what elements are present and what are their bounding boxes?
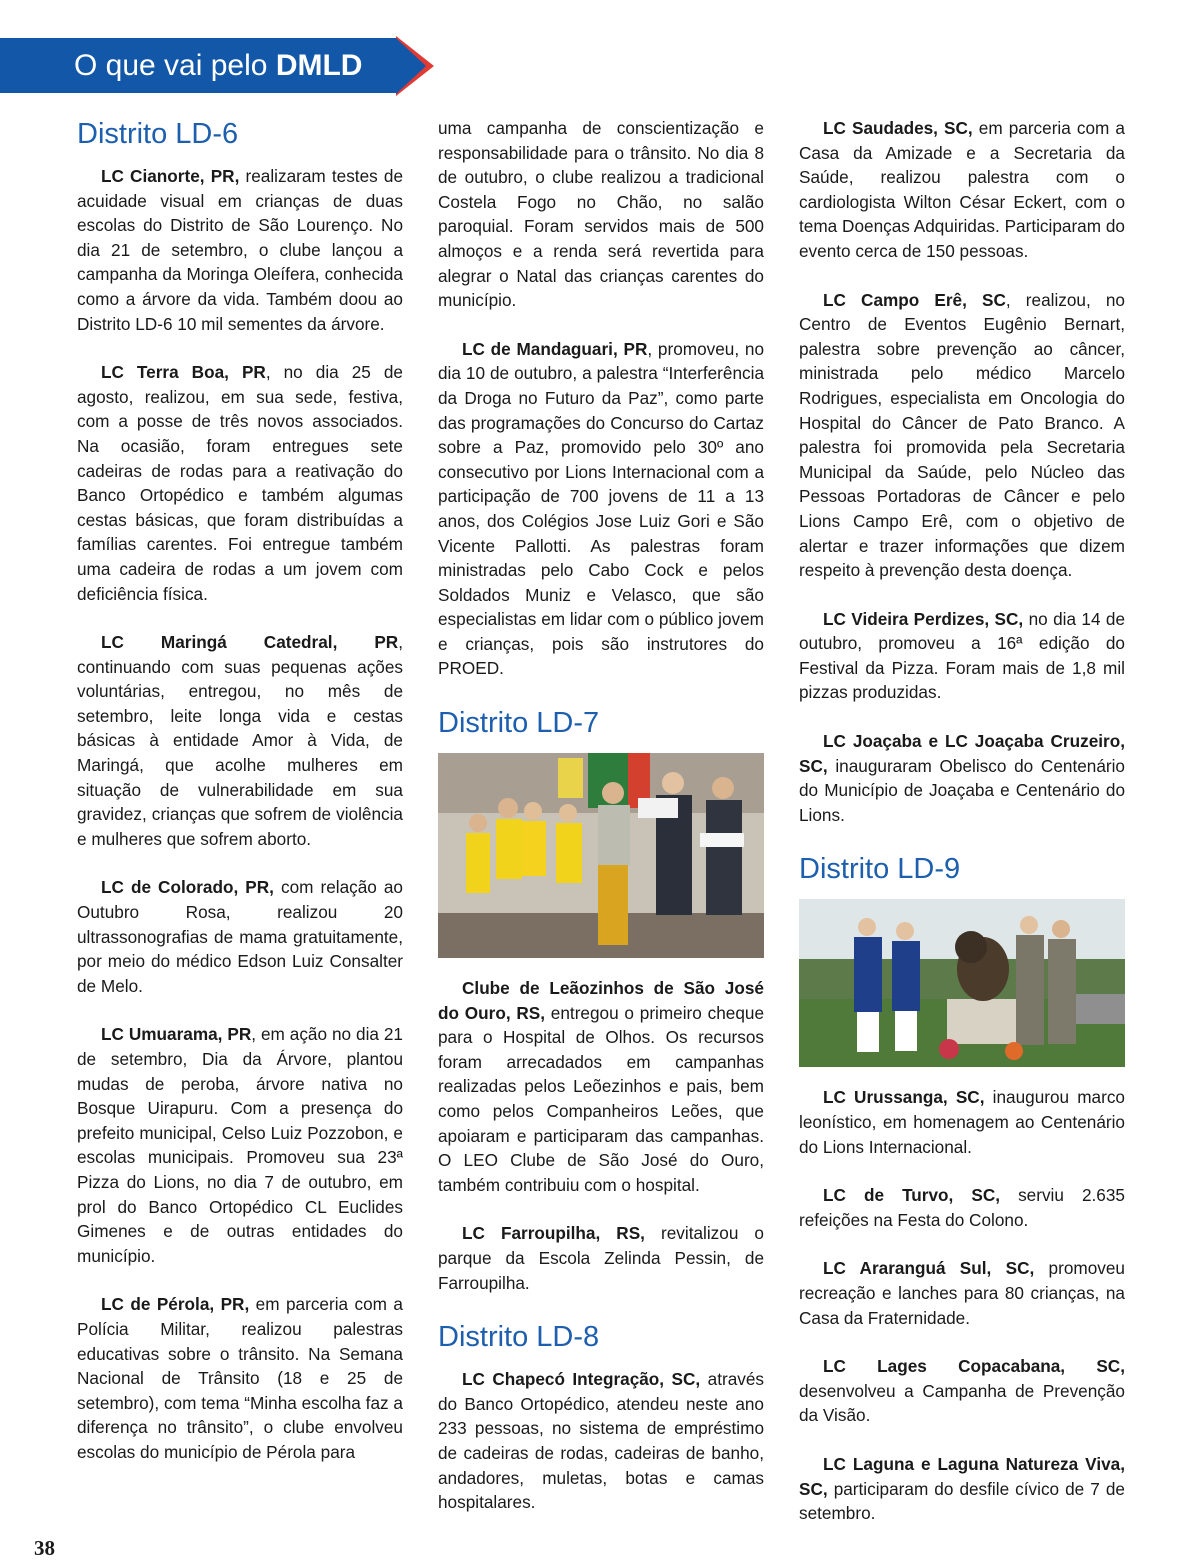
item-text: entregou o primeiro cheque para o Hospital de Olhos. Os recursos foram arrecadados em campanhas realizadas pelos Leõezinhos e pais, bem como pelos Companheiros Leões, que apoiaram e participaram das campanhas. O LEO Clube de São José do Ouro, também contribuiu com o hospital. — [438, 1002, 764, 1195]
club-name: LC Maringá Catedral, PR — [101, 632, 399, 653]
news-item — [799, 288, 1125, 583]
heading-ld9: Distrito LD-9 — [799, 853, 961, 886]
item-text: em parceria com a Polícia Militar, realizou palestras educativas sobre o trânsito. Na Semana Nacional de Trânsito (18 e 25 de setembro), com tema “Minha escolha faz a diferença no trânsito”, o clube envolveu escolas do município de Pérola para — [77, 1294, 403, 1462]
item-text: realizaram testes de acuidade visual em crianças de duas escolas do Distrito de São Lourenço. No dia 21 de setembro, o clube lançou a campanha da Moringa Oleífera, conhecida como a árvore da vida. Também doou ao Distrito LD-6 10 mil sementes da árvore. — [77, 166, 404, 334]
club-name: LC de Turvo, SC, — [823, 1185, 1001, 1206]
news-item — [438, 1367, 764, 1515]
news-item — [77, 164, 403, 336]
club-name: LC Campo Erê, SC — [823, 289, 1006, 310]
club-name: LC Videira Perdizes, SC, — [823, 608, 1024, 629]
club-name: LC Terra Boa, PR — [101, 362, 266, 383]
news-item — [77, 875, 403, 998]
club-name: Clube de Leãozinhos de São José do Ouro, RS, — [438, 978, 764, 1023]
item-text: inauguraram Obelisco do Centenário do Município de Joaçaba e Centenário do Lions. — [799, 755, 1125, 825]
column-1 — [77, 116, 403, 1489]
news-item — [438, 1221, 764, 1295]
club-name: LC Umuarama, PR — [101, 1024, 252, 1045]
item-text: serviu 2.635 refeições na Festa do Colono. — [799, 1185, 1125, 1230]
item-text: , em ação no dia 21 de setembro, Dia da Árvore, plantou mudas de peroba, árvore nativa no Bosque Uirapuru. Com a presença do prefeito municipal, Celso Luiz Pozzobon, e escolas municipais. Promoveu sua 23ª Pizza do Lions, no dia 7 de outubro, em prol do Banco Ortopédico CL Euclides Gimenes e de outras entidades do município. — [77, 1024, 403, 1266]
item-text: , continuando com suas pequenas ações voluntárias, entregou, no mês de setembro, leite longa vida e cestas básicas à entidade Amor à Vida, de Maringá, que acolhe mulheres em situação de vulnerabilidade em sua gravidez, crianças que sofrem de violência e mulheres que sofrem aborto. — [77, 632, 403, 849]
item-text: revitalizou o parque da Escola Zelinda Pessin, de Farroupilha. — [438, 1223, 764, 1293]
news-item — [438, 976, 764, 1197]
column-2 — [438, 116, 764, 1539]
page-number: 38 — [34, 1536, 55, 1560]
club-name: LC de Mandaguari, PR — [462, 338, 648, 359]
club-name: LC de Pérola, PR, — [101, 1294, 250, 1315]
heading-ld8: Distrito LD-8 — [438, 1321, 600, 1354]
item-text: participaram do desfile cívico de 7 de setembro. — [799, 1478, 1125, 1524]
news-item — [799, 607, 1125, 705]
club-name: LC Urussanga, SC, — [823, 1087, 985, 1108]
news-item — [799, 1354, 1125, 1428]
news-item — [77, 360, 403, 606]
item-text: através do Banco Ortopédico, atendeu neste ano 233 pessoas, no sistema de empréstimo de cadeiras de rodas, cadeiras de banho, andadores, muletas, botas e camas hospitalares. — [438, 1369, 764, 1513]
news-item — [77, 1292, 403, 1464]
club-name: LC Cianorte, PR, — [101, 166, 240, 186]
column-3 — [799, 116, 1125, 1550]
banner-arrow-blue — [396, 38, 426, 94]
news-item — [799, 116, 1125, 264]
news-item — [799, 729, 1125, 827]
news-item — [77, 1022, 403, 1268]
news-item — [799, 1085, 1125, 1159]
item-text: em parceria com a Casa da Amizade e a Secretaria da Saúde, realizou palestra com o cardiologista Wilton César Eckert, com o tema Doenças Adquiridas. Participaram do evento cerca de 150 pessoas. — [799, 118, 1125, 261]
news-item-continuation: uma campanha de conscientização e responsabilidade para o trânsito. No dia 8 de outubro, o clube realizou a tradicional Costela Fogo no Chão, no salão paroquial. Foram servidos mais de 500 almoços e a renda será revertida para alegrar o Natal das crianças carentes do município. — [438, 118, 764, 311]
item-text: no dia 14 de outubro, promoveu a 16ª edição do Festival da Pizza. Foram mais de 1,8 mil pizzas produzidas. — [799, 608, 1125, 703]
photo-lion-monument — [799, 899, 1125, 1067]
club-name: LC Joaçaba e LC Joaçaba Cruzeiro, SC, — [799, 731, 1125, 776]
club-name: LC Araranguá Sul, SC, — [823, 1258, 1035, 1279]
photo-leaozinhos-cheque — [438, 753, 764, 958]
title-bold: DMLD — [275, 49, 363, 82]
item-text: com relação ao Outubro Rosa, realizou 20 ultrassonografias de mama gratuitamente, por meio do médico Edson Luiz Consalter de Melo. — [77, 877, 403, 996]
news-item — [438, 337, 764, 681]
news-item — [77, 630, 403, 851]
item-text: , no dia 25 de agosto, realizou, em sua sede, festiva, com a posse de três novos associados. Na ocasião, foram entregues sete cadeiras de rodas para a reativação do Banco Ortopédico e também algumas cestas básicas, que foram distribuídas a famílias carentes. Foi entregue também uma cadeira de rodas a um jovem com deficiência física. — [77, 362, 403, 604]
heading-ld6: Distrito LD-6 — [77, 118, 239, 150]
club-name: LC Saudades, SC, — [823, 118, 973, 138]
heading-ld7: Distrito LD-7 — [438, 707, 600, 740]
club-name: LC Farroupilha, RS, — [462, 1223, 645, 1244]
club-name: LC de Colorado, PR, — [101, 877, 274, 898]
news-item — [799, 1452, 1125, 1526]
photo-illustration — [799, 899, 1125, 1067]
item-text: promoveu recreação e lanches para 80 crianças, na Casa da Fraternidade. — [799, 1258, 1125, 1328]
item-text: inaugurou marco leonístico, em homenagem ao Centenário do Lions Internacional. — [799, 1087, 1125, 1157]
club-name: LC Lages Copacabana, SC, — [823, 1356, 1125, 1377]
title-prefix: O que vai pelo — [74, 49, 268, 82]
item-text: desenvolveu a Campanha de Prevenção da Visão. — [799, 1380, 1125, 1426]
item-text: , realizou, no Centro de Eventos Eugênio Bernart, palestra sobre prevenção ao câncer, ministrada pelo médico Marcelo Rodrigues, especialista em Oncologia do Hospital do Câncer de Pato Branco. A palestra foi promovida pela Secretaria Municipal da Saúde, pelo Núcleo das Pessoas Portadoras de Câncer e pelo Lions Campo Erê, com o objetivo de alertar e trazer informações que dizem respeito à prevenção desta doença. — [799, 289, 1125, 581]
section-title — [74, 48, 362, 84]
photo-illustration — [438, 753, 764, 958]
club-name: LC Chapecó Integração, SC, — [462, 1369, 701, 1390]
club-name: LC Laguna e Laguna Natureza Viva, SC, — [799, 1453, 1125, 1499]
news-item — [799, 1256, 1125, 1330]
item-text: , promoveu, no dia 10 de outubro, a palestra “Interferência da Droga no Futuro da Paz”, como parte das programações do Concurso do Cartaz sobre a Paz, promovido pelo 30º ano consecutivo por Lions Internacional com a participação de 700 jovens de 11 a 13 anos, dos Colégios Jose Luiz Gori e São Vicente Pallotti. As palestras foram ministradas pelo Cabo Cock e pelos Soldados Muniz e Velasco, que são especialistas em lidar com o público jovem e crianças, pois são instrutores do PROED. — [438, 338, 764, 679]
news-item — [799, 1183, 1125, 1232]
